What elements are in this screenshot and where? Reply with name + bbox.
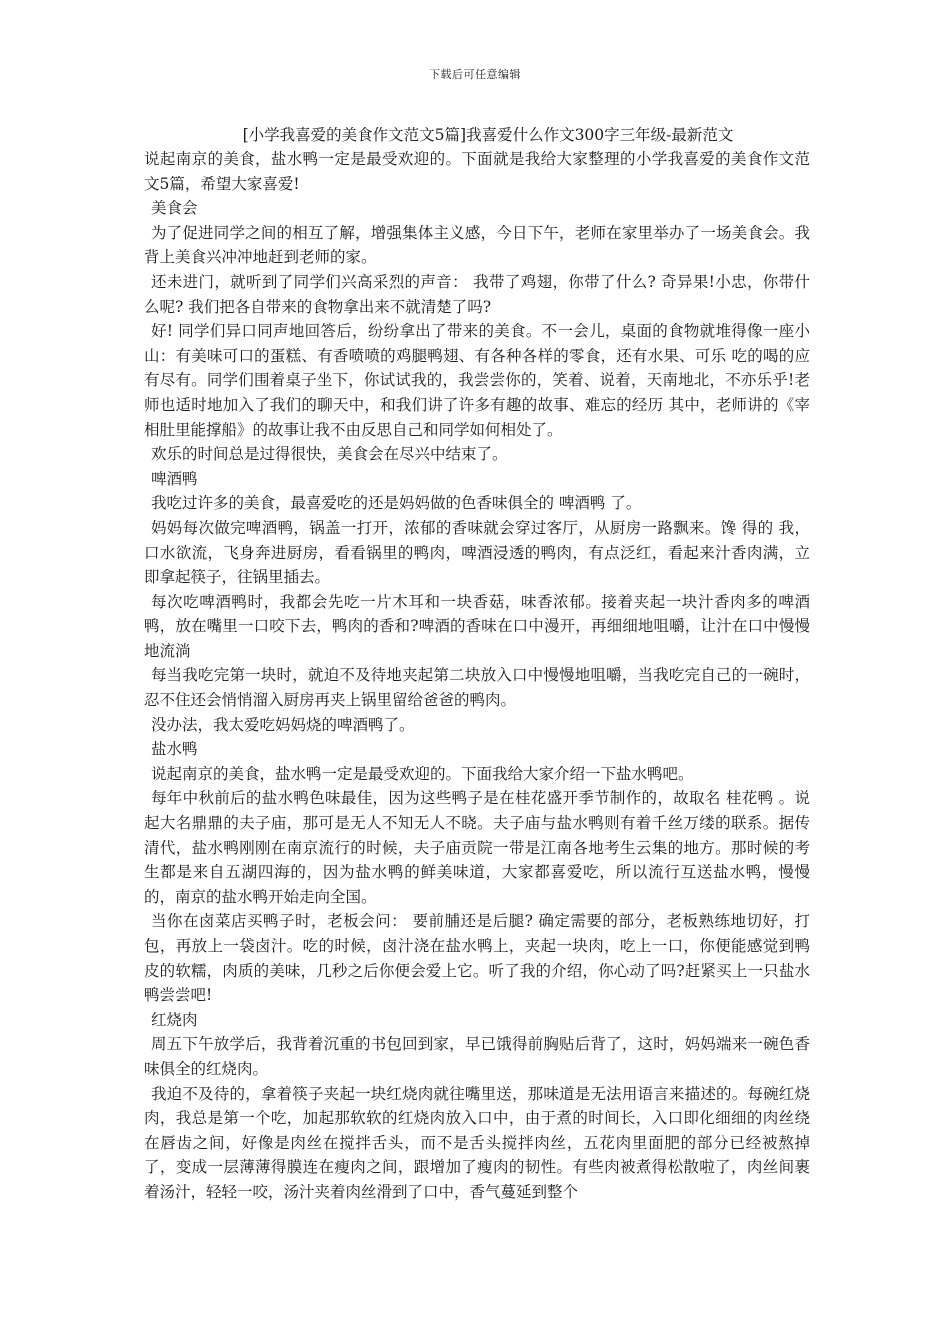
intro-paragraph: 说起南京的美食，盐水鸭一定是最受欢迎的。下面就是我给大家整理的小学我喜爱的美食作文范文5篇，希望大家喜爱!	[144, 150, 810, 193]
paragraph: 说起南京的美食，盐水鸭一定是最受欢迎的。下面我给大家介绍一下盐水鸭吧。	[150, 764, 694, 783]
section-heading: 盐水鸭	[150, 740, 198, 759]
paragraph: 还未进门，就听到了同学们兴高采烈的声音： 我带了鸡翅，你带了什么? 奇异果!小忠，你带什么呢? 我们把各自带来的食物拿出来不就清楚了吗?	[144, 272, 810, 316]
paragraph: 每当我吃完第一块时，就迫不及待地夹起第二块放入口中慢慢地咀嚼，当我吃完自己的一碗时，忍不住还会悄悄溜入厨房再夹上锅里留给爸爸的鸭肉。	[144, 666, 810, 710]
document-body	[144, 123, 810, 1205]
section-heading: 美食会	[150, 199, 198, 218]
paragraph: 没办法，我太爱吃妈妈烧的啤酒鸭了。	[150, 715, 415, 734]
paragraph: 为了促进同学之间的相互了解，增强集体主义感，今日下午，老师在家里举办了一场美食会。我背上美食兴冲冲地赶到老师的家。	[144, 223, 810, 267]
paragraph: 当你在卤菜店买鸭子时，老板会问： 要前脯还是后腿? 确定需要的部分，老板熟练地切好，打包，再放上一袋卤汁。吃的时候，卤汁浇在盐水鸭上，夹起一块肉，吃上一口，你便能感觉到鸭皮的软糯，肉质的美味，几秒之后你便会爱上它。听了我的介绍，你心动了吗?赶紧买上一只盐水鸭尝尝吧!	[144, 912, 810, 1005]
paragraph: 妈妈每次做完啤酒鸭，锅盖一打开，浓郁的香味就会穿过客厅，从厨房一路飘来。馋 得的 我，口水欲流，飞身奔进厨房，看看锅里的鸭肉，啤酒浸透的鸭肉，有点泛红，看起来汁香肉满，立即拿起筷子，往锅里插去。	[144, 518, 810, 587]
paragraph: 好! 同学们异口同声地回答后，纷纷拿出了带来的美食。不一会儿，桌面的食物就堆得像一座小山：有美味可口的蛋糕、有香喷喷的鸡腿鸭翅、有各种各样的零食，还有水果、可乐 吃的喝的应有尽有。同学们围着桌子坐下，你试试我的，我尝尝你的，笑着、说着，天南地北，不亦乐乎!老师也适时地加入了我们的聊天中，和我们讲了许多有趣的故事、难忘的经历 其中，老师讲的《宰相肚里能撑船》的故事让我不由反思自己和同学如何相处了。	[144, 322, 810, 439]
paragraph: 我迫不及待的，拿着筷子夹起一块红烧肉就往嘴里送，那味道是无法用语言来描述的。每碗红烧肉，我总是第一个吃，加起那软软的红烧肉放入口中，由于煮的时间长，入口即化细细的肉丝绕在唇齿之间，好像是肉丝在搅拌舌头，而不是舌头搅拌肉丝，五花肉里面肥的部分已经被熬掉了，变成一层薄薄得膜连在瘦肉之间，跟增加了瘦肉的韧性。有些肉被煮得松散啦了，肉丝间裹着汤汁，轻轻一咬，汤汁夹着肉丝滑到了口中，香气蔓延到整个	[144, 1084, 810, 1201]
document-title: [小学我喜爱的美食作文范文5篇]我喜爱什么作文300字三年级-最新范文	[242, 126, 734, 144]
header-note: 下载后可任意编辑	[429, 68, 521, 81]
paragraph: 每次吃啤酒鸭时，我都会先吃一片木耳和一块香菇，味香浓郁。接着夹起一块汁香肉多的啤酒鸭，放在嘴里一口咬下去，鸭肉的香和?啤酒的香味在口中漫开，再细细地咀嚼，让汁在口中慢慢地流淌	[144, 592, 810, 660]
paragraph: 我吃过许多的美食，最喜爱吃的还是妈妈做的色香味俱全的 啤酒鸭 了。	[150, 494, 642, 513]
section-heading: 啤酒鸭	[150, 469, 198, 488]
paragraph: 周五下午放学后，我背着沉重的书包回到家，早已饿得前胸贴后背了，这时，妈妈端来一碗色香味俱全的红烧肉。	[144, 1035, 810, 1078]
paragraph: 欢乐的时间总是过得很快，美食会在尽兴中结束了。	[150, 445, 508, 464]
paragraph: 每年中秋前后的盐水鸭色味最佳，因为这些鸭子是在桂花盛开季节制作的，故取名 桂花鸭 。说起大名鼎鼎的夫子庙，那可是无人不知无人不晓。夫子庙与盐水鸭则有着千丝万缕的联系。据传清代，盐水鸭刚刚在南京流行的时候，夫子庙贡院一带是江南各地考生云集的地方。那时候的考生都是来自五湖四海的，因为盐水鸭的鲜美味道，大家都喜爱吃，所以流行互送盐水鸭，慢慢的，南京的盐水鸭开始走向全国。	[144, 789, 810, 906]
section-heading: 红烧肉	[150, 1010, 198, 1029]
